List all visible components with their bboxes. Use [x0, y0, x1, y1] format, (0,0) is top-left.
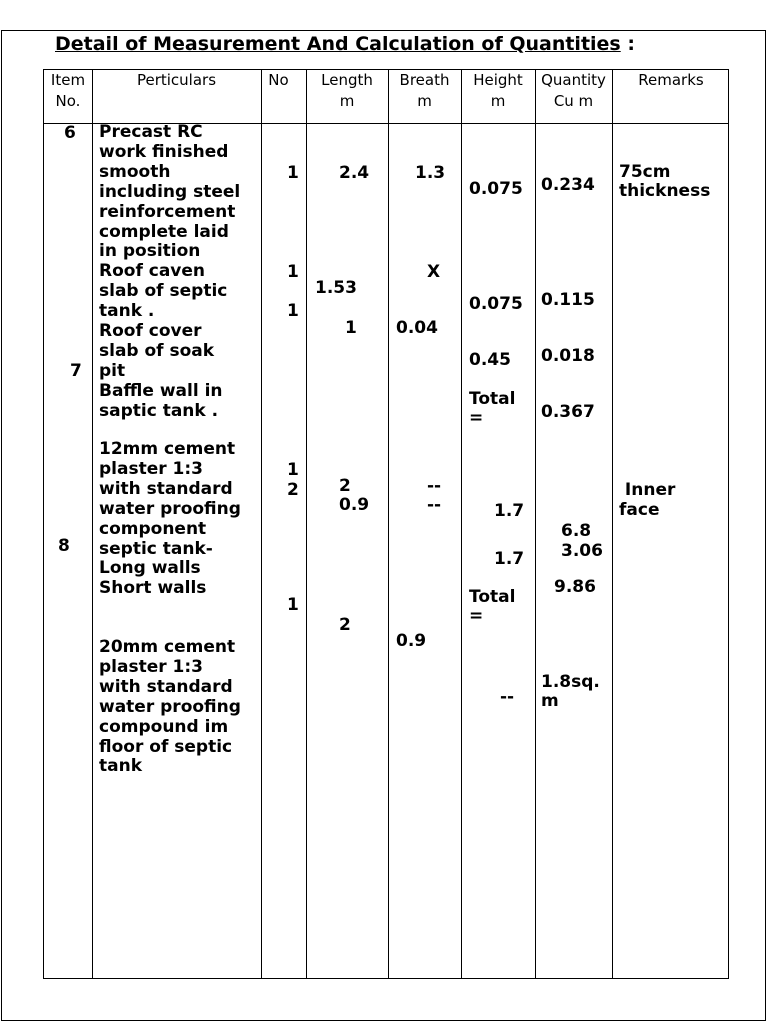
- col-divider: [535, 70, 536, 978]
- quantity-value: 6.8: [561, 521, 592, 541]
- height-value: 1.7: [494, 549, 525, 569]
- height-value: 1.7: [494, 501, 525, 521]
- quantity-value: 1.8sq. m: [541, 672, 600, 711]
- quantity-value: 0.115: [541, 290, 595, 310]
- header-remarks: Remarks: [638, 71, 704, 89]
- height-value: 0.45: [469, 350, 511, 370]
- length-value: 2: [339, 615, 351, 635]
- length-value: 2.4: [339, 163, 370, 183]
- height-value: --: [500, 687, 515, 707]
- quantity-total: 0.367: [541, 402, 595, 422]
- page-title: [55, 33, 635, 55]
- no-value: 1: [287, 595, 299, 615]
- height-value: 0.075: [469, 179, 523, 199]
- no-value: 1: [287, 301, 299, 321]
- height-total-label: Total =: [469, 389, 516, 428]
- title-suffix: :: [620, 33, 635, 55]
- no-value: 2: [287, 480, 299, 500]
- header-quantity-line2: Cu m: [553, 92, 594, 110]
- particulars-block: 12mm cement plaster 1:3 with standard water proofing component septic tank- Long walls Short walls: [99, 439, 241, 599]
- col-divider: [461, 70, 462, 978]
- no-value: 1: [287, 262, 299, 282]
- item-number: 6: [64, 123, 76, 143]
- col-divider: [612, 70, 613, 978]
- col-divider: [92, 70, 93, 978]
- header-item-no-line2: No.: [55, 92, 81, 110]
- item-number: 7: [70, 361, 82, 381]
- header-item-no: [44, 70, 92, 112]
- measurement-table: [43, 69, 729, 979]
- breath-value: 0.9: [396, 631, 427, 651]
- particulars-block: 20mm cement plaster 1:3 with standard water proofing compound im floor of septic tank: [99, 637, 241, 777]
- breath-value: 1.3: [415, 163, 446, 183]
- remark-text: 75cm thickness: [619, 162, 711, 201]
- no-value: 1: [287, 163, 299, 183]
- breath-value: --: [427, 495, 442, 515]
- quantity-total: 9.86: [554, 577, 596, 597]
- no-value: 1: [287, 460, 299, 480]
- breath-value: --: [427, 476, 442, 496]
- header-quantity: [535, 70, 612, 112]
- header-particulars: Perticulars: [136, 71, 217, 89]
- header-no: No: [268, 71, 289, 89]
- quantity-value: 0.018: [541, 346, 595, 366]
- header-breath: [388, 70, 461, 112]
- header-length-line2: m: [339, 92, 355, 110]
- col-divider: [388, 70, 389, 978]
- particulars-block: Precast RC work finished smooth including steel reinforcement complete laid in position Roof caven slab of septic tank . Roof cover slab of soak pit Baffle wall in saptic tank .: [99, 122, 241, 421]
- length-value: 0.9: [339, 495, 370, 515]
- quantity-value: 3.06: [561, 541, 603, 561]
- breath-value: X: [427, 262, 441, 282]
- breath-value: 0.04: [396, 318, 438, 338]
- height-total-label: Total =: [469, 587, 516, 626]
- length-value: 2: [339, 476, 351, 496]
- length-value: 1.53: [315, 278, 357, 298]
- header-height-line1: Height: [473, 71, 523, 89]
- header-height: [461, 70, 535, 112]
- remark-text: Inner face: [619, 480, 676, 520]
- header-quantity-line1: Quantity: [541, 71, 606, 89]
- col-divider: [261, 70, 262, 978]
- height-value: 0.075: [469, 294, 523, 314]
- header-length-line1: Length: [321, 71, 373, 89]
- header-breath-line1: Breath: [399, 71, 450, 89]
- header-length: [306, 70, 388, 112]
- item-number: 8: [58, 536, 70, 556]
- header-height-line2: m: [490, 92, 506, 110]
- header-breath-line2: m: [417, 92, 432, 110]
- title-text: Detail of Measurement And Calculation of Quantities: [55, 33, 621, 55]
- quantity-value: 0.234: [541, 175, 595, 195]
- col-divider: [306, 70, 307, 978]
- length-value: 1: [345, 318, 357, 338]
- header-item-no-line1: Item: [50, 71, 86, 89]
